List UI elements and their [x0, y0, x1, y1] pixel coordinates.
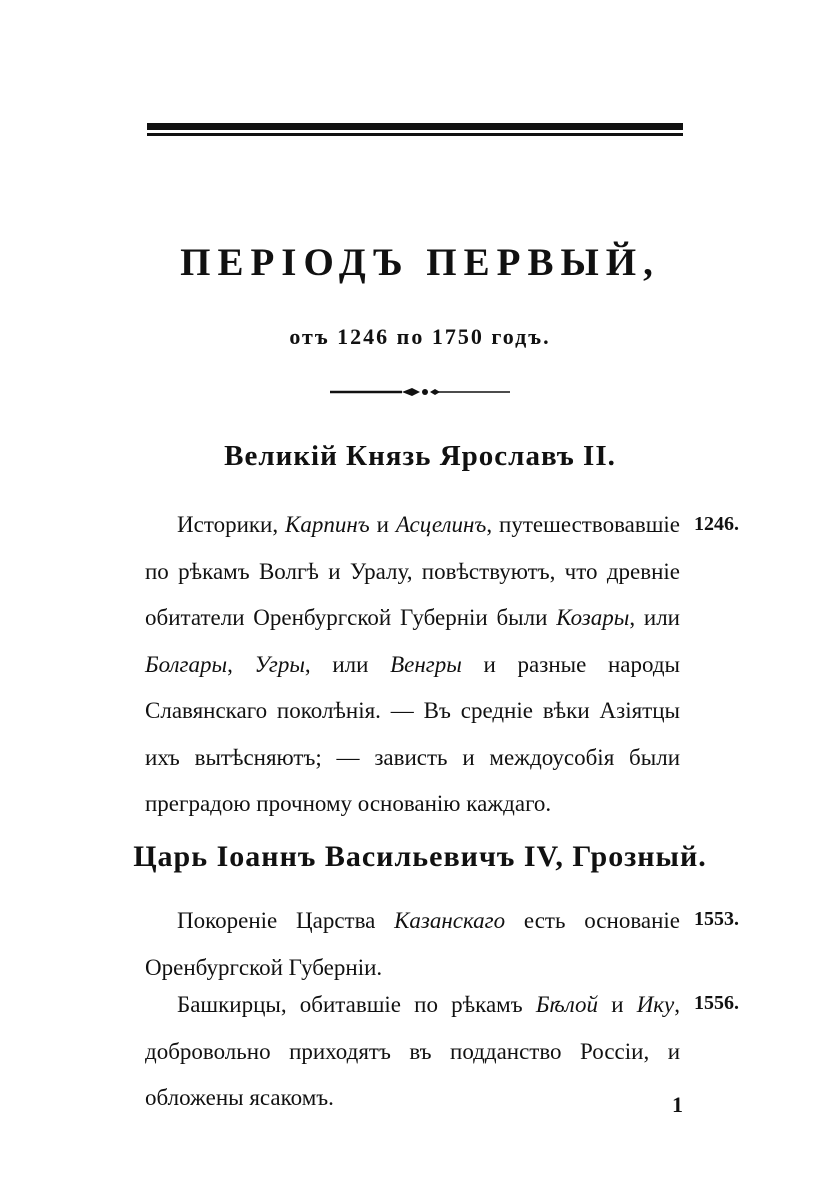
paragraph-kazan: Покореніе Царства Казанскаго есть основаніе Оренбургской Губерніи. — [145, 908, 680, 980]
margin-year-1556: 1556. — [694, 992, 739, 1014]
period-title: ПЕРІОДЪ ПЕРВЫЙ, — [180, 241, 660, 284]
top-double-rule-thin — [147, 133, 683, 136]
paragraph-bashkirs: Башкирцы, обитавшіе по рѣкамъ Бѣлой и Ику, добровольно приходятъ въ подданство Россіи, и обложены ясакомъ. — [145, 992, 681, 1110]
top-double-rule-thick — [147, 123, 683, 130]
period-subtitle: отъ 1246 по 1750 годъ. — [289, 324, 551, 349]
margin-year-1246: 1246. — [694, 513, 739, 535]
ornament-divider-icon — [330, 384, 510, 400]
paragraph-historians: Историки, Карпинъ и Асцелинъ, путешествовавшіе по рѣкамъ Волгѣ и Уралу, повѣствуютъ, что древніе обитатели Оренбургской Губерніи были Козары, или Болгары, Угры, или Венгры и разные народы Славянскаго поколѣнія. — Въ средніе вѣки Азіятцы ихъ вытѣсняютъ; — зависть и междоусобія были преградою прочному основанію каждаго. — [145, 512, 680, 816]
page-number: 1 — [672, 1092, 683, 1117]
margin-year-1553: 1553. — [694, 908, 739, 930]
section-heading-yaroslav: Великій Князь Ярославъ II. — [224, 440, 616, 472]
section-heading-ioann: Царь Іоаннъ Васильевичъ IV, Грозный. — [133, 840, 707, 873]
